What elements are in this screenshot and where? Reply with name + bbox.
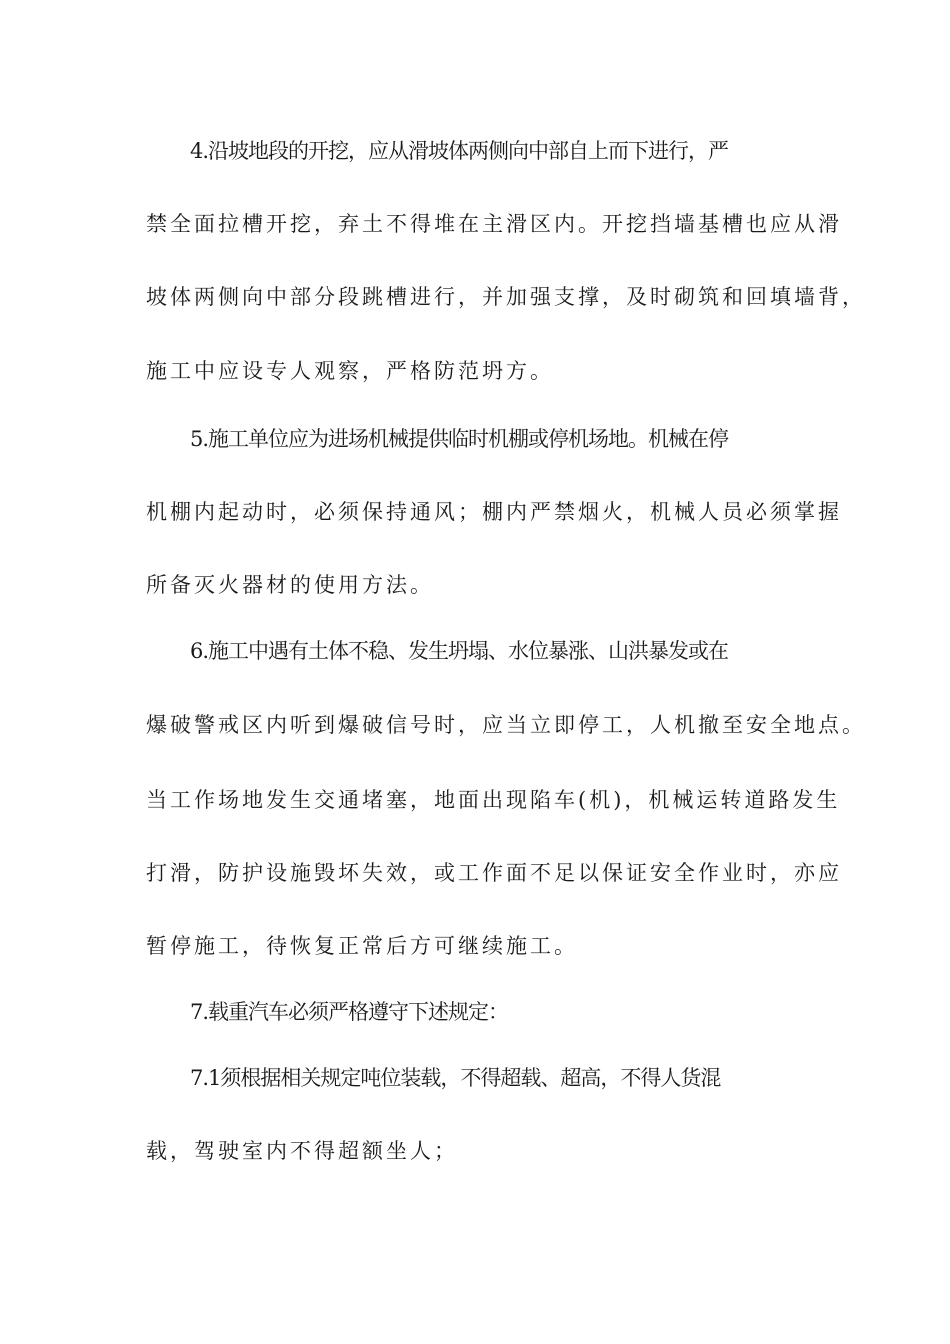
paragraph-6-line-4: 打滑，防护设施毁坏失效，或工作面不足以保证安全作业时，亦应 <box>146 861 842 885</box>
paragraph-6-line-2: 爆破警戒区内听到爆破信号时，应当立即停工，人机撤至安全地点。 <box>146 713 866 737</box>
paragraph-7-1-line-1: 7.1须根据相关规定吨位装载，不得超载、超高，不得人货混 <box>190 1066 721 1090</box>
paragraph-5-line-1: 5.施工单位应为进场机械提供临时机棚或停机场地。机械在停 <box>190 427 729 451</box>
paragraph-5-line-2: 机棚内起动时，必须保持通风；棚内严禁烟火，机械人员必须掌握 <box>146 500 842 524</box>
paragraph-7-line-1: 7.载重汽车必须严格遵守下述规定： <box>190 1000 509 1024</box>
paragraph-4-line-4: 施工中应设专人观察，严格防范坍方。 <box>146 359 554 383</box>
paragraph-7-1-line-2: 载，驾驶室内不得超额坐人； <box>146 1139 458 1163</box>
paragraph-4-line-2: 禁全面拉槽开挖，弃土不得堆在主滑区内。开挖挡墙基槽也应从滑 <box>146 212 842 236</box>
paragraph-5-line-3: 所备灭火器材的使用方法。 <box>146 573 434 597</box>
paragraph-6-line-3: 当工作场地发生交通堵塞，地面出现陷车(机)，机械运转道路发生 <box>146 788 841 812</box>
paragraph-6-line-5: 暂停施工，待恢复正常后方可继续施工。 <box>146 934 578 958</box>
paragraph-4-line-3: 坡体两侧向中部分段跳槽进行，并加强支撑，及时砌筑和回填墙背， <box>146 285 866 309</box>
paragraph-4-line-1: 4.沿坡地段的开挖，应从滑坡体两侧向中部自上而下进行，严 <box>190 139 729 163</box>
paragraph-6-line-1: 6.施工中遇有土体不稳、发生坍塌、水位暴涨、山洪暴发或在 <box>190 639 729 663</box>
